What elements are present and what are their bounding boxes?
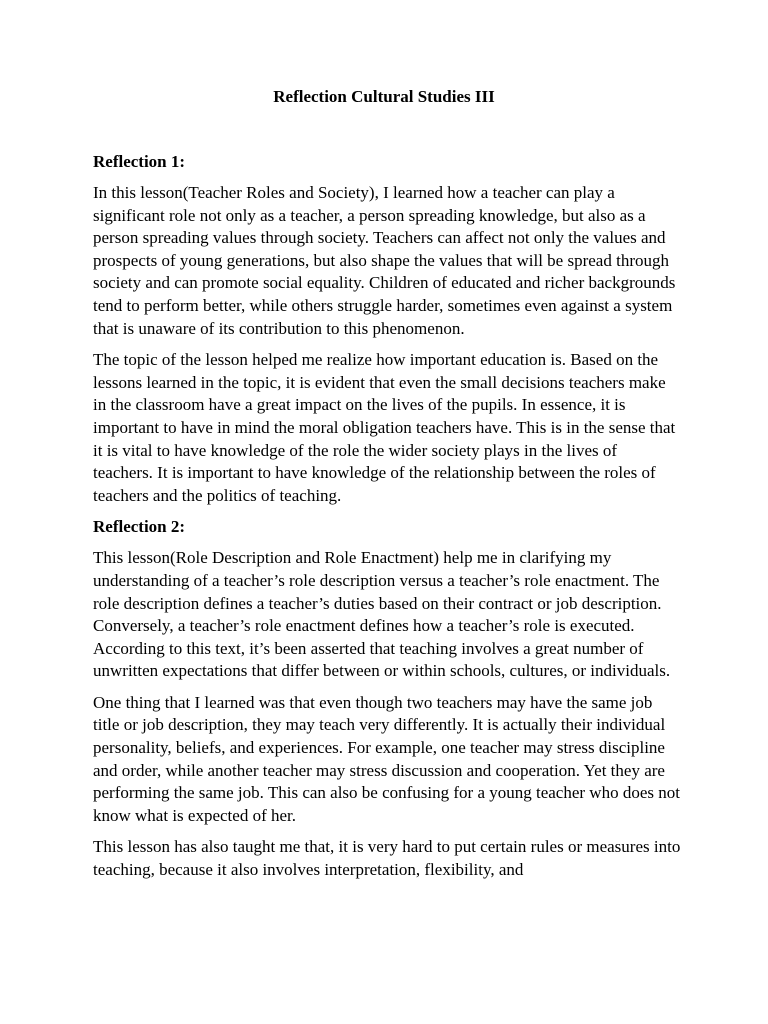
reflection-2-heading: Reflection 2: bbox=[93, 517, 186, 537]
reflection-1-section bbox=[93, 151, 681, 507]
document-body bbox=[93, 151, 681, 891]
reflection-1-heading: Reflection 1: bbox=[93, 152, 186, 171]
reflection-2-paragraph-3: This lesson has also taught me that, it is very hard to put certain rules or measures into teaching, because it also involves interpretation, flexibility, and bbox=[93, 837, 681, 880]
document-title: Reflection Cultural Studies III bbox=[273, 87, 495, 106]
reflection-2-section bbox=[93, 516, 681, 881]
reflection-2-paragraph-1: This lesson(Role Description and Role Enactment) help me in clarifying my understanding of a teacher’s role description versus a teacher’s role enactment. The role description defines a teacher’s duties based on their contract or job description. Conversely, a teacher’s role enactment defines how a teacher’s role is executed. According to this text, it’s been asserted that teaching involves a great number of unwritten expectations that differ between or within schools, cultures, or individuals. bbox=[93, 548, 671, 681]
reflection-1-paragraph-1: In this lesson(Teacher Roles and Society), I learned how a teacher can play a significant role not only as a teacher, a person spreading knowledge, but also as a person spreading values through society. Teachers can affect not only the values and prospects of young generations, but also shape the values that will be spread through society and can promote social equality. Children of educated and richer backgrounds tend to perform better, while others struggle harder, sometimes even against a system that is unaware of its contribution to this phenomenon. bbox=[93, 183, 676, 338]
reflection-1-paragraph-2: The topic of the lesson helped me realize how important education is. Based on the lessons learned in the topic, it is evident that even the small decisions teachers make in the classroom have a great impact on the lives of the pupils. In essence, it is important to have in mind the moral obligation teachers have. This is in the sense that it is vital to have knowledge of the role the wider society plays in the lives of teachers. It is important to have knowledge of the relationship between the roles of teachers and the politics of teaching. bbox=[93, 350, 676, 505]
reflection-2-paragraph-2: One thing that I learned was that even though two teachers may have the same job title or job description, they may teach very differently. It is actually their individual personality, beliefs, and experiences. For example, one teacher may stress discipline and order, while another teacher may stress discussion and cooperation. Yet they are performing the same job. This can also be confusing for a young teacher who does not know what is expected of her. bbox=[93, 692, 680, 825]
